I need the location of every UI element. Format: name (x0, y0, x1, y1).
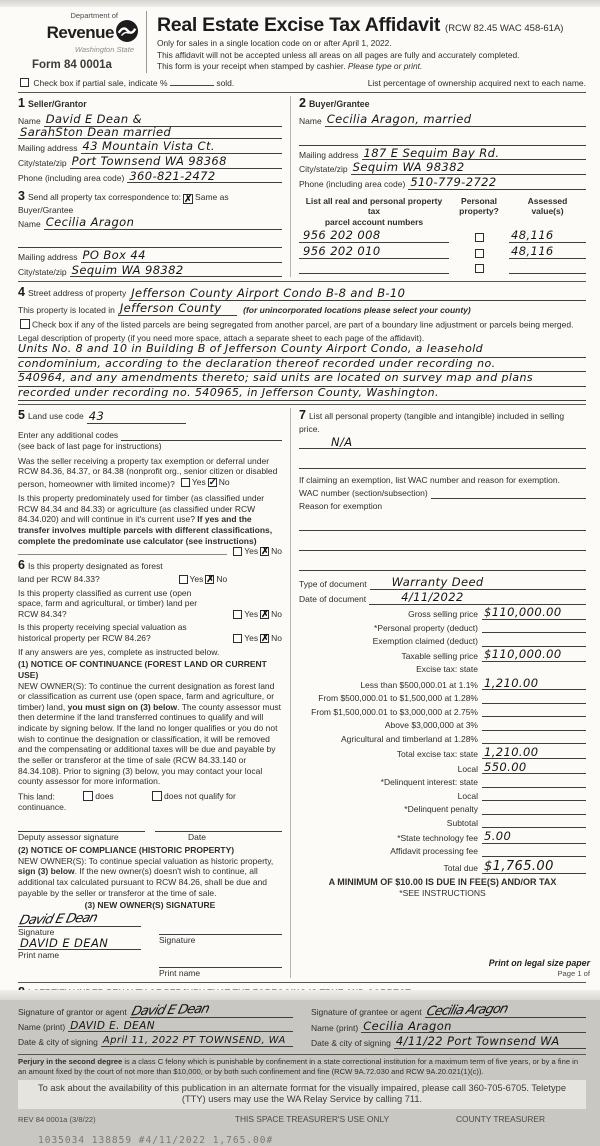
tax-label: Total excise tax: state (397, 749, 478, 760)
buyer-city-field[interactable]: Sequim WA 98382 (351, 162, 586, 175)
grantee-date-field[interactable]: 4/11/22 Port Townsend WA (394, 1036, 586, 1049)
current-use-no-checkbox[interactable]: ✗ (260, 610, 269, 619)
buyer-name-label: Name (299, 116, 322, 127)
legal-description-line[interactable]: 540964, and any amendments thereto; said units are located on survey map and plans (18, 372, 586, 387)
seller-phone-field[interactable]: 360-821-2472 (127, 171, 282, 184)
signature-label: Signature (18, 927, 141, 938)
total-excise-state-field[interactable]: 1,210.00 (482, 747, 586, 760)
personal-property-checkbox[interactable] (475, 249, 484, 258)
deputy-date-label: Date (188, 832, 206, 843)
grantor-name-label: Name (print) (18, 1022, 65, 1033)
tax-label: Local (458, 764, 478, 775)
grantor-sig-label: Signature of grantor or agent (18, 1007, 127, 1018)
buyer-name-field[interactable]: Cecilia Aragon, married (325, 114, 586, 127)
subtotal-field[interactable] (482, 817, 586, 828)
tax-label: Less than $500,000.01 at 1.1% (360, 680, 478, 691)
delinquent-interest-state-field[interactable] (482, 777, 586, 788)
tax-label: Affidavit processing fee (390, 846, 478, 857)
delinquent-penalty-field[interactable] (482, 804, 586, 815)
buyer-mailing-label: Mailing address (299, 150, 359, 161)
revenue-wordmark: Revenue (47, 22, 114, 43)
treasurer-stamp: 1035034 138859 #4/11/2022 1,765.00# (38, 1135, 586, 1146)
corr-city-field[interactable]: Sequim WA 98382 (70, 265, 282, 278)
header-note-3: This form is your receipt when stamped by cashier. Please type or print. (157, 61, 586, 72)
forest-yes-checkbox[interactable] (179, 575, 188, 584)
partial-sale-percent-field[interactable] (170, 78, 214, 86)
timber-question: Is this property predominately used for timber (as classified under RCW 84.34 and 84.33) or agriculture (as classified under RCW 84.34.020) and will continue in it's current use? If yes and the transfer involves multiple parcels with different classifications, complete the predominate use calculator (see instructions) Yes ✗ No (18, 493, 282, 546)
assessed-value-field[interactable]: 48,116 (509, 246, 586, 259)
personal-property-deduct-field[interactable] (482, 622, 586, 633)
seller-city-field[interactable]: Port Townsend WA 98368 (70, 156, 282, 169)
legal-description-line[interactable]: condominium, according to the declaration thereof recorded under recording no. (18, 358, 586, 373)
header-note-1: Only for sales in a single location code on or after April 1, 2022. (157, 38, 586, 49)
land-use-field[interactable]: 43 (87, 411, 187, 424)
doc-type-label: Type of document (299, 579, 367, 590)
buyer-phone-label: Phone (including area code) (299, 179, 405, 190)
buyer-phone-field[interactable]: 510-779-2722 (408, 177, 586, 190)
seller-name-field[interactable]: David E Dean & (44, 114, 282, 127)
parcel-row (299, 262, 586, 274)
rev-form-number: REV 84 0001a (3/8/22) (18, 1115, 188, 1124)
grantee-date-label: Date & city of signing (311, 1038, 391, 1049)
state-tax-3-field[interactable] (482, 706, 586, 717)
see-instructions-note: *SEE INSTRUCTIONS (299, 888, 586, 899)
seller-name-label: Name (18, 116, 41, 127)
total-due-field[interactable]: $1,765.00 (482, 860, 586, 874)
tax-label: Taxable selling price (401, 651, 478, 662)
wac-number-field[interactable] (431, 488, 586, 499)
forest-land-question: Is this property designated as forest land per RCW 84.33? (18, 561, 163, 584)
exemption-no-checkbox[interactable]: ✓ (208, 478, 217, 487)
tax-label: Exemption claimed (deduct) (373, 636, 478, 647)
county-treasurer-label: COUNTY TREASURER (436, 1114, 586, 1125)
parcel-table-header: List all real and personal property tax parcel account numbers Personal property? Assessed value(s) (299, 196, 586, 228)
legal-description-line[interactable]: Units No. 8 and 10 in Building B of Jefferson County Airport Condo, a leasehold (18, 343, 586, 358)
personal-property-checkbox[interactable] (475, 233, 484, 242)
street-address-field[interactable]: Jefferson County Airport Condo B-8 and B-10 (129, 288, 586, 301)
corr-name-field-2[interactable] (18, 237, 282, 248)
doc-date-label: Date of document (299, 594, 366, 605)
land-qualify-row: This land: does does not qualify for continuance. (18, 791, 282, 813)
reason-exemption-label: Reason for exemption (299, 501, 586, 512)
historic-question: Is this property receiving special valuation as historical property per RCW 84.26? (18, 622, 213, 643)
grantee-sig-label: Signature of grantee or agent (311, 1007, 422, 1018)
assessed-value-field[interactable] (509, 262, 586, 274)
tax-label: Local (458, 791, 478, 802)
located-in-field[interactable]: Jefferson County (118, 303, 237, 316)
tax-label: Gross selling price (408, 609, 478, 620)
current-use-yes-checkbox[interactable] (233, 610, 242, 619)
wac-number-label: WAC number (section/subsection) (299, 488, 428, 499)
grantee-name-label: Name (print) (311, 1023, 358, 1034)
does-checkbox[interactable] (83, 791, 93, 801)
tax-label: Subtotal (447, 818, 478, 829)
washington-state-label: Washington State (18, 45, 134, 54)
print-name-label: Print name (18, 950, 141, 961)
tax-label: *Personal property (deduct) (374, 623, 478, 634)
dor-logo (18, 11, 146, 73)
new-owners-signature-title: (3) NEW OWNER(S) SIGNATURE (18, 900, 282, 911)
header-note-2: This affidavit will not be accepted unless all areas on all pages are fully and accurately completed. (157, 50, 586, 61)
reason-field-1[interactable] (299, 520, 586, 531)
deputy-date-field[interactable] (155, 821, 282, 832)
buyer-name-field-2[interactable] (299, 135, 586, 146)
doc-date-field[interactable]: 4/11/2022 (369, 592, 586, 605)
tax-label: Agricultural and timberland at 1.28% (341, 734, 478, 745)
timber-no-checkbox[interactable]: ✗ (260, 547, 269, 556)
segregated-checkbox[interactable] (20, 319, 30, 329)
agricultural-field[interactable] (482, 733, 586, 744)
seller-phone-label: Phone (including area code) (18, 173, 124, 184)
exemption-claimed-field[interactable] (482, 636, 586, 647)
corr-mailing-field[interactable]: PO Box 44 (81, 250, 282, 263)
accessibility-note: To ask about the availability of this publication in an alternate format for the visually impaired, please call 360-705-6705. Teletype (TTY) users may use the WA Relay Service by calling 711. (18, 1080, 586, 1109)
page-title: Real Estate Excise Tax Affidavit (157, 13, 440, 37)
exemption-note: If claiming an exemption, list WAC number and reason for exemption. (299, 475, 586, 486)
minimum-due-note: A MINIMUM OF $10.00 IS DUE IN FEE(S) AND/OR TAX (299, 877, 586, 888)
current-use-question: Is this property classified as current use (open space, farm and agricultural, or timber) land per RCW 84.34? (18, 588, 213, 620)
perjury-statement: Perjury in the second degree is a class C felony which is punishable by confinement in a state correctional institution for a maximum term of five years, or by a fine in an amount fixed by the court of not more than $10,000, or by both such confinement and fine (RCW 9A.72.030 and RCW 9A.20.021(1)(c)). (18, 1054, 586, 1077)
reason-field-3[interactable] (299, 560, 586, 571)
does-not-checkbox[interactable] (152, 791, 162, 801)
seller-mailing-field[interactable]: 43 Mountain Vista Ct. (81, 141, 282, 154)
parcel-row (299, 230, 586, 243)
state-tax-1-field[interactable]: 1,210.00 (482, 678, 586, 691)
buyer-city-label: City/state/zip (299, 164, 348, 175)
legal-description-line[interactable]: recorded under recording no. 540965, in Jefferson County, Washington. (18, 387, 586, 402)
revenue-logo-icon (116, 20, 138, 45)
additional-codes-note: (see back of last page for instructions) (18, 441, 282, 452)
owner-printname-field-1[interactable]: DAVID E DEAN (18, 938, 141, 951)
assessed-value-field[interactable]: 48,116 (509, 230, 586, 243)
additional-codes-field[interactable] (121, 430, 282, 441)
historic-no-checkbox[interactable]: ✗ (260, 634, 269, 643)
buyer-mailing-field[interactable]: 187 E Sequim Bay Rd. (362, 148, 586, 161)
tax-label: Excise tax: state (416, 664, 478, 675)
signature-label: Signature (159, 935, 282, 946)
section4: 4 Street address of property Jefferson County Airport Condo B-8 and B-10 This property is located in Jefferson County (for unincorporated locations please select your county) Check box if any of the listed parcels are being segregated from another parcel, are part of a boundary line adjustment or parcels being merged. Legal description of property (if you need more space, attach a separate sheet to each page of the affidavit). Units No. 8 and 10 in Building B of Jefferson County Airport Condo, a leasehold condominium, according to the declaration thereof recorded under recording no. 540964, and any amendments thereto; said units are located on survey map and plans recorded under recording no. 540965, in Jefferson County, Washington. (18, 281, 586, 401)
technology-fee-field[interactable]: 5.00 (482, 831, 586, 844)
corr-mailing-label: Mailing address (18, 252, 78, 263)
treasurer-use-label: THIS SPACE TREASURER'S USE ONLY (188, 1114, 436, 1125)
affidavit-form-page: Department of Revenue Washington State Form 84 0001a Real Estate Excise Tax Affidavit (RCW 82.45 WAC 458-61A) Only for sales in a single location code on or after April 1, 2022. This affidavit will not be accepted unless all areas on all pages are fully and accurately completed. This form is your receipt when stamped by cashier. Please type or print. Check box if partial sale, indicate % sold. List percentage of ownership acquired next to each name. 1 Seller/Grantor Name David E Dean & SarahSton Dean married Mailing address 43 Mountain Vista Ct. City/state/zip Port Townsend WA 98368 Phone (including area code) 360-821-2472 3 Send all property tax correspondence to: ✗ Same as Buyer/Grantee Name Cecilia Aragon Mailing address PO Box 44 City/state/zip Sequim WA 98382 2 Buyer/Grantee Name Cecilia Aragon, married Mailing address 187 E Sequim Bay Rd. City/state/zip Sequim WA 98382 Phone (including area code) 510-779-2722 List all real and personal property tax parcel account numbers Personal property? Assessed value(s) 956 202 008 48,116 956 202 010 48,116 4 Street address of property Jefferson County Airport Condo B-8 and B-10 This property is located in Jefferson County (for unincorporated locations please select your county) Check box if any of the listed parcels are being segregated from another parcel, are part of a boundary line adjustment or parcels being merged. Legal description of property (if you need more space, attach a separate sheet to each page of the affidavit). Units No. 8 and 10 in Building B of Jefferson County Airport Condo, a leasehold condominium, according to the declaration thereof recorded under recording no. 540964, and any amendments thereto; said units are located on survey map and plans recorded under recording no. 540965, in Jefferson County, Washington. 5 Land use code 43 Enter any additional codes (see back of last page for instructions) Was the seller receiving a property tax exemption or deferral under RCW 84.36, 84.37, or 84.38 (nonprofit org., senior citizen or disabled person, homeowner with limited income)? Yes ✓ No Is this property predominately used for timber (as classified under RCW 84.34 and 84.33) or agriculture (as classified under RCW 84.34.020) and will continue in it's current use? If yes and the transfer involves multiple parcels with different classifications, complete the predominate use calculator (see instructions) Yes ✗ No 6 Is this property designated as forest land per RCW 84.33? Yes ✗ No Is this property classified as current use (open space, farm and agricultural, or timber) land per RCW 84.34? Yes ✗ No Is this property receiving special valuation as historical property per RCW 84.26? Yes ✗ No If any answers are yes, complete as instructed below. (1) NOTICE OF CONTINUANCE (FOREST LAND OR CURRENT USE) NEW OWNER(S): To continue the current designation as forest land or classification as current use (open space, farm and agriculture, or timber) land, you must sign on (3) below. The county assessor must then determine if the land transferred continues to qualify and will indicate by signing below. If the land no longer qualifies or you do not wish to continue the designation or classification, it will be removed and the compensating or additional taxes will be due and payable by the seller or transferor at the time of sale (RCW 84.33.140 or 84.34.108). Prior to signing (3) below, you may contact your local county assessor for more information. This land: does does not qualify for continuance. Deputy assessor signature Date (2) NOTICE OF COMPLIANCE (HISTORIC PROPERTY) NEW OWNER(S): To continue special valuation as historic property, sign (3) below. If the new owner(s) doesn't wish to continue, all additional tax calculated pursuant to RCW 84.26, shall be due and payable by the seller or transferor at the time of sale. (3) NEW OWNER(S) SIGNATURE David E Dean Signature DAVID E DEAN Print name Signature Print name 7 List all personal property (tangible and intangible) included in selling price. N/A If claiming an exemption, list WAC number and reason for exemption. WAC number (section/subsection) Reason for exemption Type of document Warranty Deed Date of document 4/11/2022 Gross selling price $110,000.00 *Personal property (deduct) Exemption claimed (deduct) Taxable selling price $110,000.00 Excise tax: state Less than $500,000.01 at 1.1% 1,210.00 From $500,000.01 to $1,500,000 at 1.28% From $1,500,000.01 to $3,000,000 at 2.75% Above $3,000,000 at 3% Agricultural and timberland at 1.28% Total excise tax: state 1,210.00 Local 550.00 *Delinquent interest: state Local *Delinquent penalty Subtotal *State technology fee 5.00 Affidavit processing fee Total due $1,765.00 A MINIMUM OF $10.00 IS DUE IN FEE(S) AND/OR TAX *SEE INSTRUCTIONS Signature of grantor or agent David E Dean Name (print) DAVID E. DEAN Date & city of signing April 11, 2022 PT TOWNSEND, WA Signature of grantee or agent Cecilia Aragon Name (print) Cecilia Aragon Date & city of signing 4/11/22 Port Townsend WA Perjury in the second degree is a class C felony which is punishable by confinement in a state correctional institution for a maximum term of five years, or by a fine in an amount fixed by the court of not more than $10,000, or by both such confinement and fine (RCW 9A.72.030 and RCW 9A.20.021(1)(c)). To ask about the availability of this publication in an alternate format for the visually impaired, please call 360-705-6705. Teletype (TTY) users may use the WA Relay Service by calling 711. REV 84 0001a (3/8/22) THIS SPACE TREASURER'S USE ONLY COUNTY TREASURER 1035034 138859 #4/11/2022 1,765.00# Print on legal size paper Page 1 of (0, 0, 600, 1000)
tax-label: *Delinquent interest: state (381, 777, 478, 788)
parcel-row (299, 246, 586, 259)
legal-description-label: Legal description of property (if you need more space, attach a separate sheet to each page of the affidavit). (18, 333, 586, 344)
partial-sale-label: Check box if partial sale, indicate % (33, 78, 167, 88)
seller-city-label: City/state/zip (18, 158, 67, 169)
scan-artifact-bottom (0, 990, 600, 1000)
deputy-signature-field[interactable] (18, 821, 145, 832)
section2-header: 2 Buyer/Grantee (299, 96, 586, 112)
partial-sale-row (18, 78, 586, 94)
section1-header: 1 Seller/Grantor (18, 96, 282, 112)
personal-property-label: List all personal property (tangible and intangible) included in selling price. (299, 411, 564, 434)
forest-no-checkbox[interactable]: ✗ (205, 575, 214, 584)
print-note: Print on legal size paper Page 1 of (489, 958, 590, 978)
tax-label: From $500,000.01 to $1,500,000 at 1.28% (318, 693, 478, 704)
exemption-yes-checkbox[interactable] (181, 478, 190, 487)
section8 (18, 982, 586, 1146)
dept-of-label: Department of (18, 11, 118, 20)
same-as-buyer-checkbox[interactable]: ✗ (183, 194, 193, 204)
notice-continuance-text: NEW OWNER(S): To continue the current designation as forest land or classification as current use (open space, farm and agriculture, or timber) land, you must sign on (3) below. The county assessor must then determine if the land transferred continues to qualify and will indicate by signing below. If the land no longer qualifies or you do not wish to continue the designation or classification, it will be removed and the compensating or additional taxes will be due and payable by the seller or transferor at the time of sale (RCW 84.33.140 or 84.34.108). Prior to signing (3) below, you may contact your local county assessor for more information. (18, 681, 282, 787)
seller-name-field-2[interactable]: SarahSton Dean married (18, 127, 282, 140)
timber-yes-checkbox[interactable] (233, 547, 242, 556)
print-name-label: Print name (159, 968, 282, 979)
land-use-label: Land use code (28, 411, 84, 421)
section3-header: 3 Send all property tax correspondence to: ✗ Same as Buyer/Grantee (18, 189, 282, 215)
owner-signature-field-1[interactable]: David E Dean (18, 913, 141, 927)
personal-property-field[interactable]: N/A (299, 437, 586, 450)
owner-signature-field-2[interactable] (159, 924, 282, 935)
local-tax-field[interactable]: 550.00 (482, 762, 586, 775)
tax-label: From $1,500,000.01 to $3,000,000 at 2.75% (311, 707, 478, 718)
seller-mailing-label: Mailing address (18, 143, 78, 154)
delinquent-interest-local-field[interactable] (482, 790, 586, 801)
scan-artifact-top (0, 0, 600, 7)
historic-yes-checkbox[interactable] (233, 634, 242, 643)
owner-printname-field-2[interactable] (159, 957, 282, 968)
partial-sale-checkbox[interactable] (20, 78, 29, 87)
form-header (18, 11, 586, 73)
gross-selling-price-field[interactable]: $110,000.00 (482, 607, 586, 620)
if-yes-note: If any answers are yes, complete as instructed below. (18, 647, 282, 658)
notice-compliance-title: (2) NOTICE OF COMPLIANCE (HISTORIC PROPERTY) (18, 845, 282, 856)
state-tax-4-field[interactable] (482, 720, 586, 731)
parcel-number-field[interactable]: 956 202 010 (299, 246, 449, 259)
grantor-date-field[interactable]: April 11, 2022 PT TOWNSEND, WA (101, 1035, 293, 1047)
partial-sale-suffix: sold. (216, 78, 234, 88)
parcel-number-field[interactable]: 956 202 008 (299, 230, 449, 243)
additional-codes-label: Enter any additional codes (18, 430, 118, 441)
grantee-name-field[interactable]: Cecilia Aragon (361, 1021, 586, 1034)
reason-field-2[interactable] (299, 540, 586, 551)
form-number: Form 84 0001a (18, 58, 138, 72)
tax-label: *State technology fee (397, 833, 478, 844)
ownership-note: List percentage of ownership acquired next to each name. (368, 78, 586, 89)
corr-name-label: Name (18, 219, 41, 230)
tax-label: Above $3,000,000 at 3% (385, 720, 478, 731)
section7-header: 7 List all personal property (tangible and intangible) included in selling price. (299, 408, 586, 434)
located-in-label: This property is located in (18, 305, 115, 316)
grantee-sig-field[interactable]: Cecilia Aragon (425, 1004, 586, 1018)
header-divider (146, 11, 147, 73)
segregated-label: Check box if any of the listed parcels are being segregated from another parcel, are part of a boundary line adjustment or parcels being merged. (32, 319, 573, 329)
tax-label: *Delinquent penalty (404, 804, 478, 815)
grantor-date-label: Date & city of signing (18, 1037, 98, 1048)
corr-city-label: City/state/zip (18, 267, 67, 278)
grantor-sig-field[interactable]: David E Dean (130, 1004, 293, 1018)
exemption-question: Was the seller receiving a property tax exemption or deferral under RCW 84.36, 84.37, or 84.38 (nonprofit org., senior citizen or disabled person, homeowner with limited income)? Yes ✓ No (18, 456, 282, 490)
personal-property-checkbox[interactable] (475, 264, 484, 273)
corr-name-field[interactable]: Cecilia Aragon (44, 217, 282, 230)
processing-fee-field[interactable] (482, 846, 586, 857)
doc-type-field[interactable]: Warranty Deed (370, 577, 586, 590)
located-in-note: (for unincorporated locations please select your county) (243, 305, 471, 316)
notice-continuance-title: (1) NOTICE OF CONTINUANCE (FOREST LAND OR CURRENT USE) (18, 659, 282, 680)
parcel-number-field[interactable] (299, 262, 449, 274)
notice-compliance-text: NEW OWNER(S): To continue special valuation as historic property, sign (3) below. If the new owner(s) doesn't wish to continue, all additional tax calculated pursuant to RCW 84.26, shall be due and payable by the seller or transferor at the time of sale. (18, 856, 282, 899)
street-address-label: Street address of property (28, 288, 126, 298)
personal-property-field-2[interactable] (299, 458, 586, 469)
rcw-reference: (RCW 82.45 WAC 458-61A) (445, 23, 563, 35)
tax-label: Total due (444, 863, 479, 874)
taxable-selling-price-field[interactable]: $110,000.00 (482, 649, 586, 662)
grantor-name-field[interactable]: DAVID E. DEAN (68, 1021, 293, 1033)
deputy-signature-label: Deputy assessor signature (18, 832, 188, 843)
state-tax-2-field[interactable] (482, 693, 586, 704)
